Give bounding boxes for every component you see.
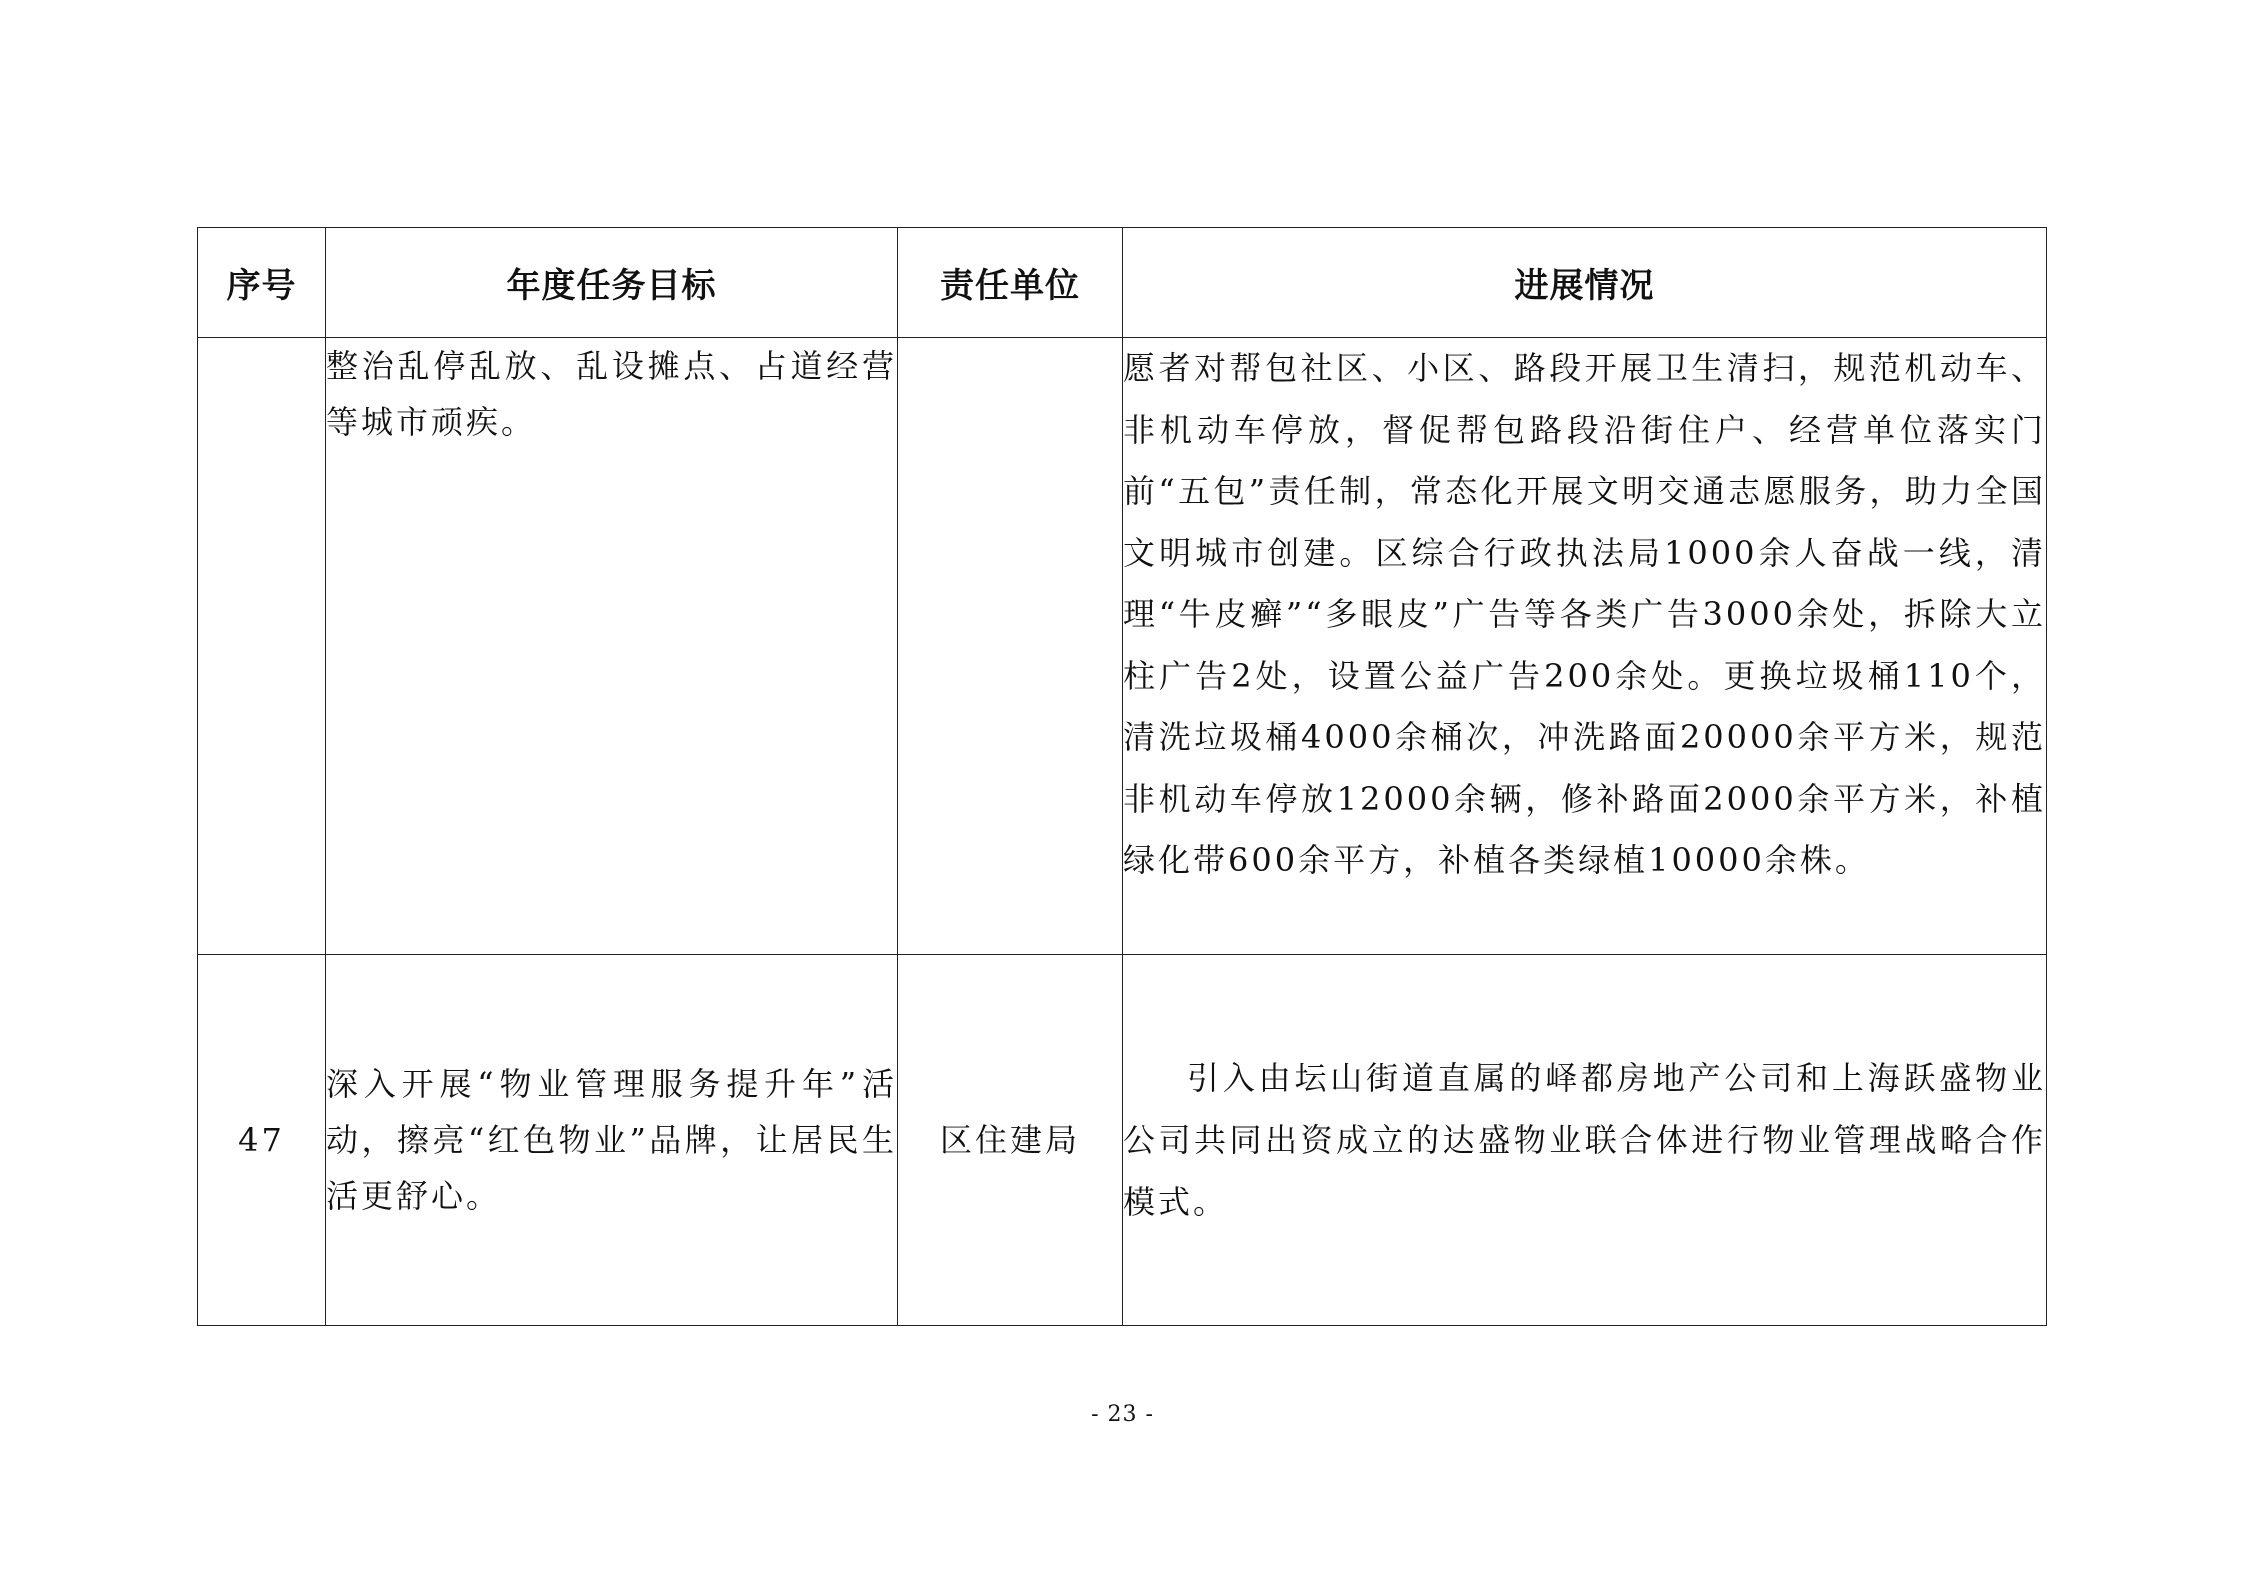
page-number: - 23 -: [1091, 1402, 1154, 1427]
row-progress-cell: 愿者对帮包社区、小区、路段开展卫生清扫，规范机动车、非机动车停放，督促帮包路段沿街住户、经营单位落实门前“五包”责任制，常态化开展文明交通志愿服务，助力全国文明城市创建。区综合行政执法局1000余人奋战一线，清理“牛皮癣”“多眼皮”广告等各类广告3000余处，拆除大立柱广告2处，设置公益广告200余处。更换垃圾桶110个，清洗垃圾桶4000余桶次，冲洗路面20000余平方米，规范非机动车停放12000余辆，修补路面2000余平方米，补植绿化带600余平方，补植各类绿植10000余株。: [1123, 338, 2047, 955]
row-unit-cell: [898, 338, 1123, 955]
table-row: [198, 338, 2047, 955]
row-num-cell: 47: [198, 955, 326, 1326]
header-progress: 进展情况: [1123, 228, 2047, 338]
row-progress-cell: 引入由坛山街道直属的峄都房地产公司和上海跃盛物业公司共同出资成立的达盛物业联合体进行物业管理战略合作模式。: [1123, 955, 2047, 1326]
progress-table: [197, 227, 2047, 1326]
header-unit: 责任单位: [898, 228, 1123, 338]
row-goal-cell: 整治乱停乱放、乱设摊点、占道经营等城市顽疾。: [326, 338, 898, 955]
row-num-cell: [198, 338, 326, 955]
table-row: [198, 955, 2047, 1326]
header-goal: 年度任务目标: [326, 228, 898, 338]
row-goal-cell: 深入开展“物业管理服务提升年”活动，擦亮“红色物业”品牌，让居民生活更舒心。: [326, 955, 898, 1326]
header-num: 序号: [198, 228, 326, 338]
row-unit-cell: 区住建局: [898, 955, 1123, 1326]
table-header-row: [198, 228, 2047, 338]
